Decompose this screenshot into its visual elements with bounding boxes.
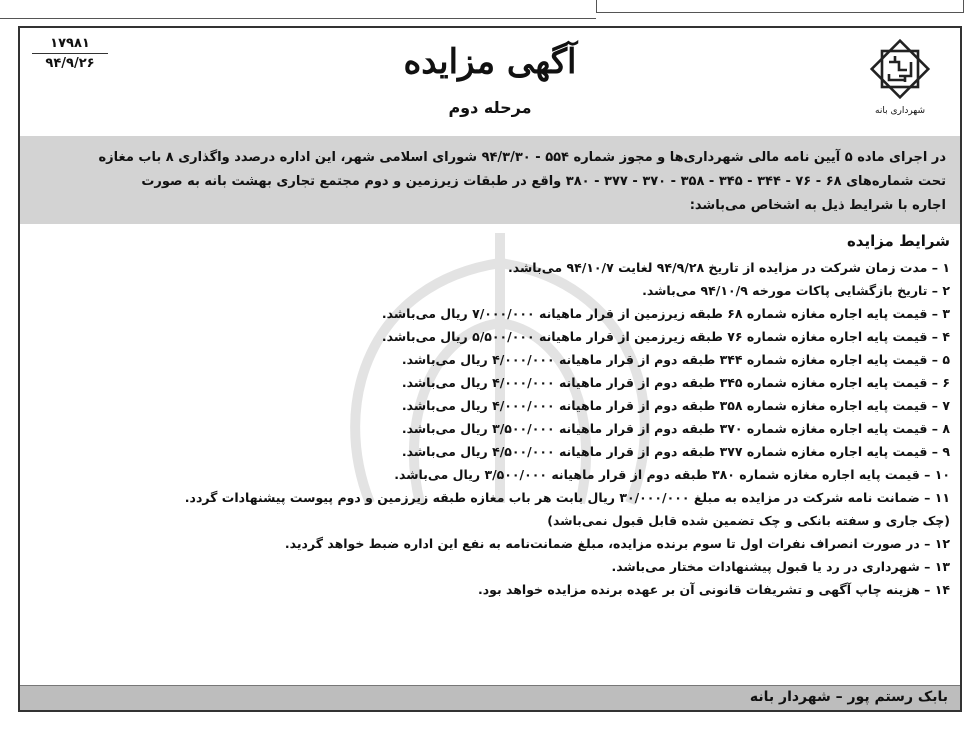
reference-number: ۱۷۹۸۱ [32,36,108,54]
reference-date: ۹۴/۹/۲۶ [45,56,95,71]
condition-item: ۳ – قیمت پایه اجاره مغازه شماره ۶۸ طبقه زیرزمین از قرار ماهیانه ۷/۰۰۰/۰۰۰ ریال می‌باشد. [381,306,950,321]
condition-item: ۴ – قیمت پایه اجاره مغازه شماره ۷۶ طبقه زیرزمین از قرار ماهیانه ۵/۵۰۰/۰۰۰ ریال می‌باشد. [381,329,950,344]
notice-subtitle: مرحله دوم [448,98,532,117]
logo-caption: شهرداری بانه [875,106,925,116]
mayor-signature: بابک رستم پور – شهردار بانه [749,689,948,705]
condition-item: (چک جاری و سفته بانکی و چک تضمین شده قابل قبول نمی‌باشد) [547,513,950,528]
condition-item: ۸ – قیمت پایه اجاره مغازه شماره ۳۷۰ طبقه دوم از قرار ماهیانه ۳/۵۰۰/۰۰۰ ریال می‌باشد. [401,421,950,436]
condition-item: ۹ – قیمت پایه اجاره مغازه شماره ۳۷۷ طبقه دوم از قرار ماهیانه ۴/۵۰۰/۰۰۰ ریال می‌باشد. [401,444,950,459]
conditions-title: شرایط مزایده [846,232,950,250]
notice-title: آگهی مزایده [403,42,577,82]
condition-item: ۵ – قیمت پایه اجاره مغازه شماره ۳۴۴ طبقه دوم از قرار ماهیانه ۴/۰۰۰/۰۰۰ ریال می‌باشد. [401,352,950,367]
top-rule [0,18,596,19]
notice-header [20,28,960,136]
intro-band [20,136,960,224]
top-strip [0,0,966,22]
condition-item: ۱۴ – هزینه چاپ آگهی و تشریفات قانونی آن بر عهده برنده مزایده خواهد بود. [477,582,950,597]
intro-line: اجاره با شرایط ذیل به اشخاص می‌باشد: [689,198,946,213]
condition-item: ۱۱ – ضمانت نامه شرکت در مزایده به مبلغ ۳۰/۰۰۰/۰۰۰ ریال بابت هر باب مغازه طبقه زیرزمین و دوم پیوست پیشنهادات گردد. [184,490,950,505]
condition-item: ۲ – تاریخ بازگشایی پاکات مورخه ۹۴/۱۰/۹ می‌باشد. [642,283,950,298]
condition-item: ۶ – قیمت پایه اجاره مغازه شماره ۳۴۵ طبقه دوم از قرار ماهیانه ۴/۰۰۰/۰۰۰ ریال می‌باشد. [401,375,950,390]
intro-line: در اجرای ماده ۵ آیین نامه مالی شهرداری‌ها و مجوز شماره ۵۵۴ - ۹۴/۳/۳۰ شورای اسلامی شهر، این اداره درصدد واگذاری ۸ باب مغازه [98,150,946,165]
footer-band [20,685,960,710]
condition-item: ۱۰ – قیمت پایه اجاره مغازه شماره ۳۸۰ طبقه دوم از قرار ماهیانه ۳/۵۰۰/۰۰۰ ریال می‌باشد. [394,467,950,482]
conditions-list [34,256,950,601]
notice-frame [18,26,962,712]
reference-box [32,36,108,71]
top-box [596,0,964,13]
condition-item: ۱۲ – در صورت انصراف نفرات اول تا سوم برنده مزایده، مبلغ ضمانت‌نامه به نفع این اداره ضبط خواهد گردید. [284,536,950,551]
intro-line: تحت شماره‌های ۶۸ - ۷۶ - ۳۴۴ - ۳۴۵ - ۳۵۸ - ۳۷۰ - ۳۷۷ - ۳۸۰ واقع در طبقات زیرزمین و دوم مجتمع تجاری بهشت بانه به صورت [141,174,946,189]
conditions-section [34,228,950,601]
condition-item: ۱۳ – شهرداری در رد یا قبول پیشنهادات مختار می‌باشد. [611,559,950,574]
condition-item: ۱ – مدت زمان شرکت در مزایده از تاریخ ۹۴/۹/۲۸ لغایت ۹۴/۱۰/۷ می‌باشد. [508,260,950,275]
condition-item: ۷ – قیمت پایه اجاره مغازه شماره ۳۵۸ طبقه دوم از قرار ماهیانه ۴/۰۰۰/۰۰۰ ریال می‌باشد. [401,398,950,413]
